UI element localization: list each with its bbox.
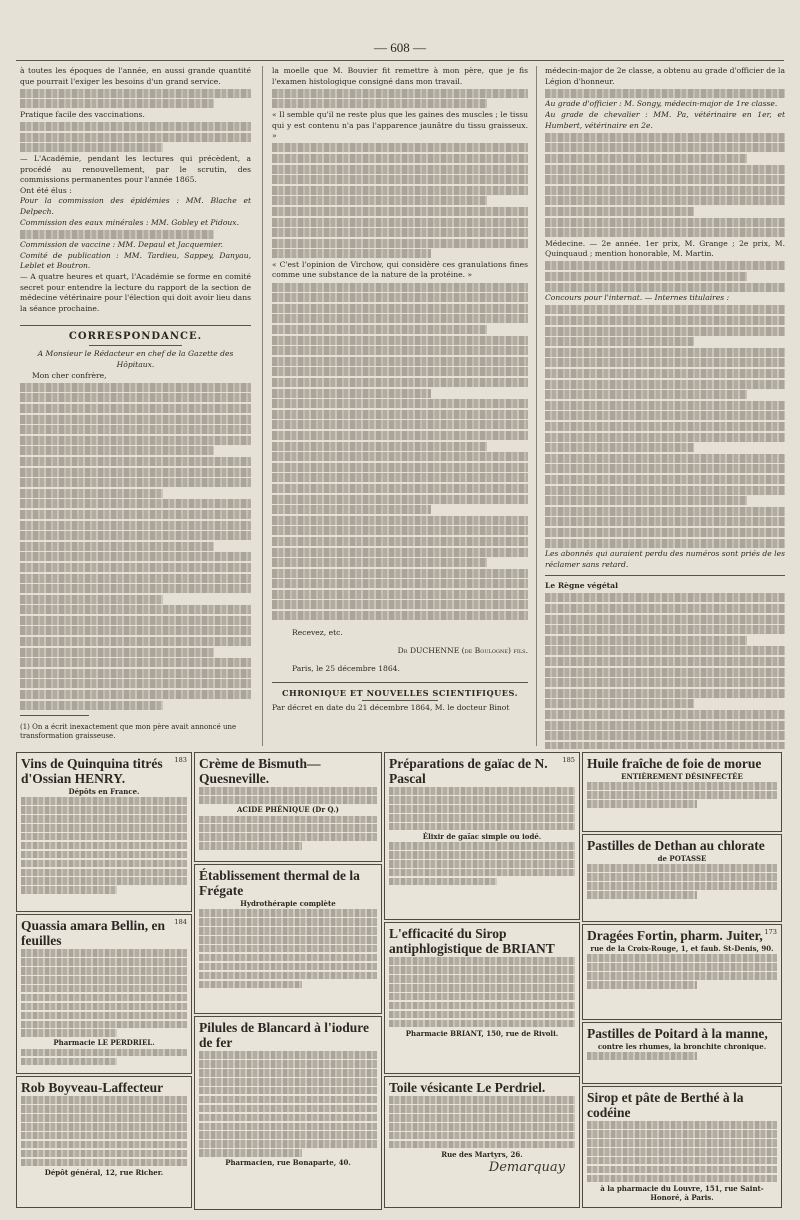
ad-huile-foie-morue: Huile fraîche de foie de morue ENTIÈREMENT DÉSINFECTÉE	[582, 752, 782, 832]
ad-column	[194, 752, 382, 1210]
article-text: Par décret en date du 21 décembre 1864, M. le docteur Binot	[272, 703, 510, 713]
column-rule	[262, 66, 263, 746]
letter-signoff: Recevez, etc.	[292, 627, 343, 637]
article-text: — A quatre heures et quart, l'Académie se forme en comité secret pour entendre la lecture du rapport de la section de médecine vétérinaire pour l'élection qui doit avoir lieu dans la séance prochaine.	[20, 272, 251, 313]
section-heading: CORRESPONDANCE.	[68, 331, 203, 343]
ad-column	[16, 752, 192, 1210]
article-text: médecin-major de 2e classe, a obtenu au grade d'officier de la Légion d'honneur.	[545, 66, 785, 86]
article-text: — L'Académie, pendant les lectures qui précèdent, a procédé au renouvellement, par le scrutin, des commissions permanentes pour l'année 1865.	[20, 153, 251, 185]
ad-sirop-berthe: Sirop et pâte de Berthé à la codéine à la pharmacie du Louvre, 151, rue Saint-Honoré, à Paris.	[582, 1086, 782, 1208]
page-number: — 608 —	[374, 40, 426, 55]
section-heading: CHRONIQUE ET NOUVELLES SCIENTIFIQUES.	[282, 688, 518, 699]
column-right	[545, 66, 785, 749]
ad-etablissement-thermal: Établissement thermal de la Frégate Hydrothérapie complète	[194, 864, 382, 1014]
article-text: Ont été élus :	[20, 185, 72, 195]
article-text: à toutes les époques de l'année, en aussi grande quantité que pourrait l'exiger les besoins d'un grand service.	[20, 66, 251, 86]
column-left	[20, 66, 251, 749]
section-rule	[20, 325, 251, 326]
ad-dragees-fortin: 173 Dragées Fortin, pharm. Juiter, rue de la Croix-Rouge, 1, et faub. St-Denis, 90.	[582, 924, 782, 1020]
commission-item: Commission des eaux minérales : MM. Gobley et Pidoux.	[20, 217, 239, 227]
book-title: Le Règne végétal	[545, 581, 618, 591]
ad-rob-boyveau: Rob Boyveau-Laffecteur Dépôt général, 12, rue Richer.	[16, 1076, 192, 1208]
header-rule	[16, 60, 784, 61]
ad-sirop-briant: L'efficacité du Sirop antiphlogistique de BRIANT Pharmacie BRIANT, 150, rue de Rivoli.	[384, 922, 580, 1074]
article-text: la moelle que M. Bouvier fit remettre à mon père, que je fis l'examen histologique consigné dans mon travail.	[272, 66, 528, 86]
ad-column	[384, 752, 580, 1210]
advertisements	[16, 752, 784, 1212]
section-rule	[272, 682, 528, 683]
article-text: Concours pour l'internat. — Internes titulaires :	[545, 293, 730, 303]
ad-vins-quinquina: 183 Vins de Quinquina titrés d'Ossian HENRY. Dépôts en France.	[16, 752, 192, 912]
letter-address: A Monsieur le Rédacteur en chef de la Gazette des Hôpitaux.	[37, 349, 234, 370]
notice-text: Les abonnés qui auraient perdu des numéros sont priés de les réclamer sans retard.	[545, 549, 785, 569]
ad-gaiac-pascal: 185 Préparations de gaïac de N. Pascal Élixir de gaïac simple ou iodé.	[384, 752, 580, 920]
article-text: « C'est l'opinion de Virchow, qui considère ces granulations fines comme une substance de la nature de la protéine. »	[272, 259, 528, 280]
article-text: Au grade d'officier : M. Songy, médecin-major de 1re classe.	[545, 99, 778, 109]
article-text: Pratique facile des vaccinations.	[20, 109, 145, 119]
commission-item: Commission de vaccine : MM. Depaul et Jacquemier.	[20, 240, 224, 250]
ad-quassia-amara: 184 Quassia amara Bellin, en feuilles Pharmacie LE PERDRIEL.	[16, 914, 192, 1074]
letter-signer: Dr DUCHENNE (de Boulogne) fils.	[397, 645, 528, 655]
article-text: Médecine. — 2e année. 1er prix, M. Grange ; 2e prix, M. Quinquaud ; mention honorable, M. Martin.	[545, 238, 785, 259]
letter-salutation: Mon cher confrère,	[32, 370, 107, 380]
ad-pastilles-dethan: Pastilles de Dethan au chlorate de POTASSE	[582, 834, 782, 922]
ad-pilules-blancard: Pilules de Blancard à l'iodure de fer Pharmacien, rue Bonaparte, 40.	[194, 1016, 382, 1210]
commission-item: Comité de publication : MM. Tardieu, Sappey, Danyau, Leblet et Boutron.	[20, 250, 251, 271]
article-text: Au grade de chevalier : MM. Pa, vétérinaire en 1er, et Humbert, vétérinaire en 2e.	[545, 109, 785, 130]
ad-column	[582, 752, 782, 1210]
ad-toile-vesicante: Toile vésicante Le Perdriel. Rue des Martyrs, 26. Demarquay	[384, 1076, 580, 1208]
column-rule	[536, 66, 537, 746]
letter-date: Paris, le 25 décembre 1864.	[292, 664, 400, 674]
ad-creme-bismuth: Crème de Bismuth—Quesneville. ACIDE PHÉNIQUE (Dr Q.)	[194, 752, 382, 862]
footnote: (1) On a écrit inexactement que mon père avait annoncé une transformation graisseuse.	[20, 722, 237, 741]
signature: Demarquay	[488, 1159, 565, 1175]
article-text: « Il semble qu'il ne reste plus que les gaines des muscles ; le tissu qui y est contenu n'a pas l'apparence jaunâtre du tissu graisseux. »	[272, 109, 528, 141]
commission-item: Pour la commission des épidémies : MM. Blache et Delpech.	[20, 196, 251, 216]
column-middle	[272, 66, 528, 749]
ad-pastilles-poitard: Pastilles de Poitard à la manne, contre les rhumes, la bronchite chronique.	[582, 1022, 782, 1084]
